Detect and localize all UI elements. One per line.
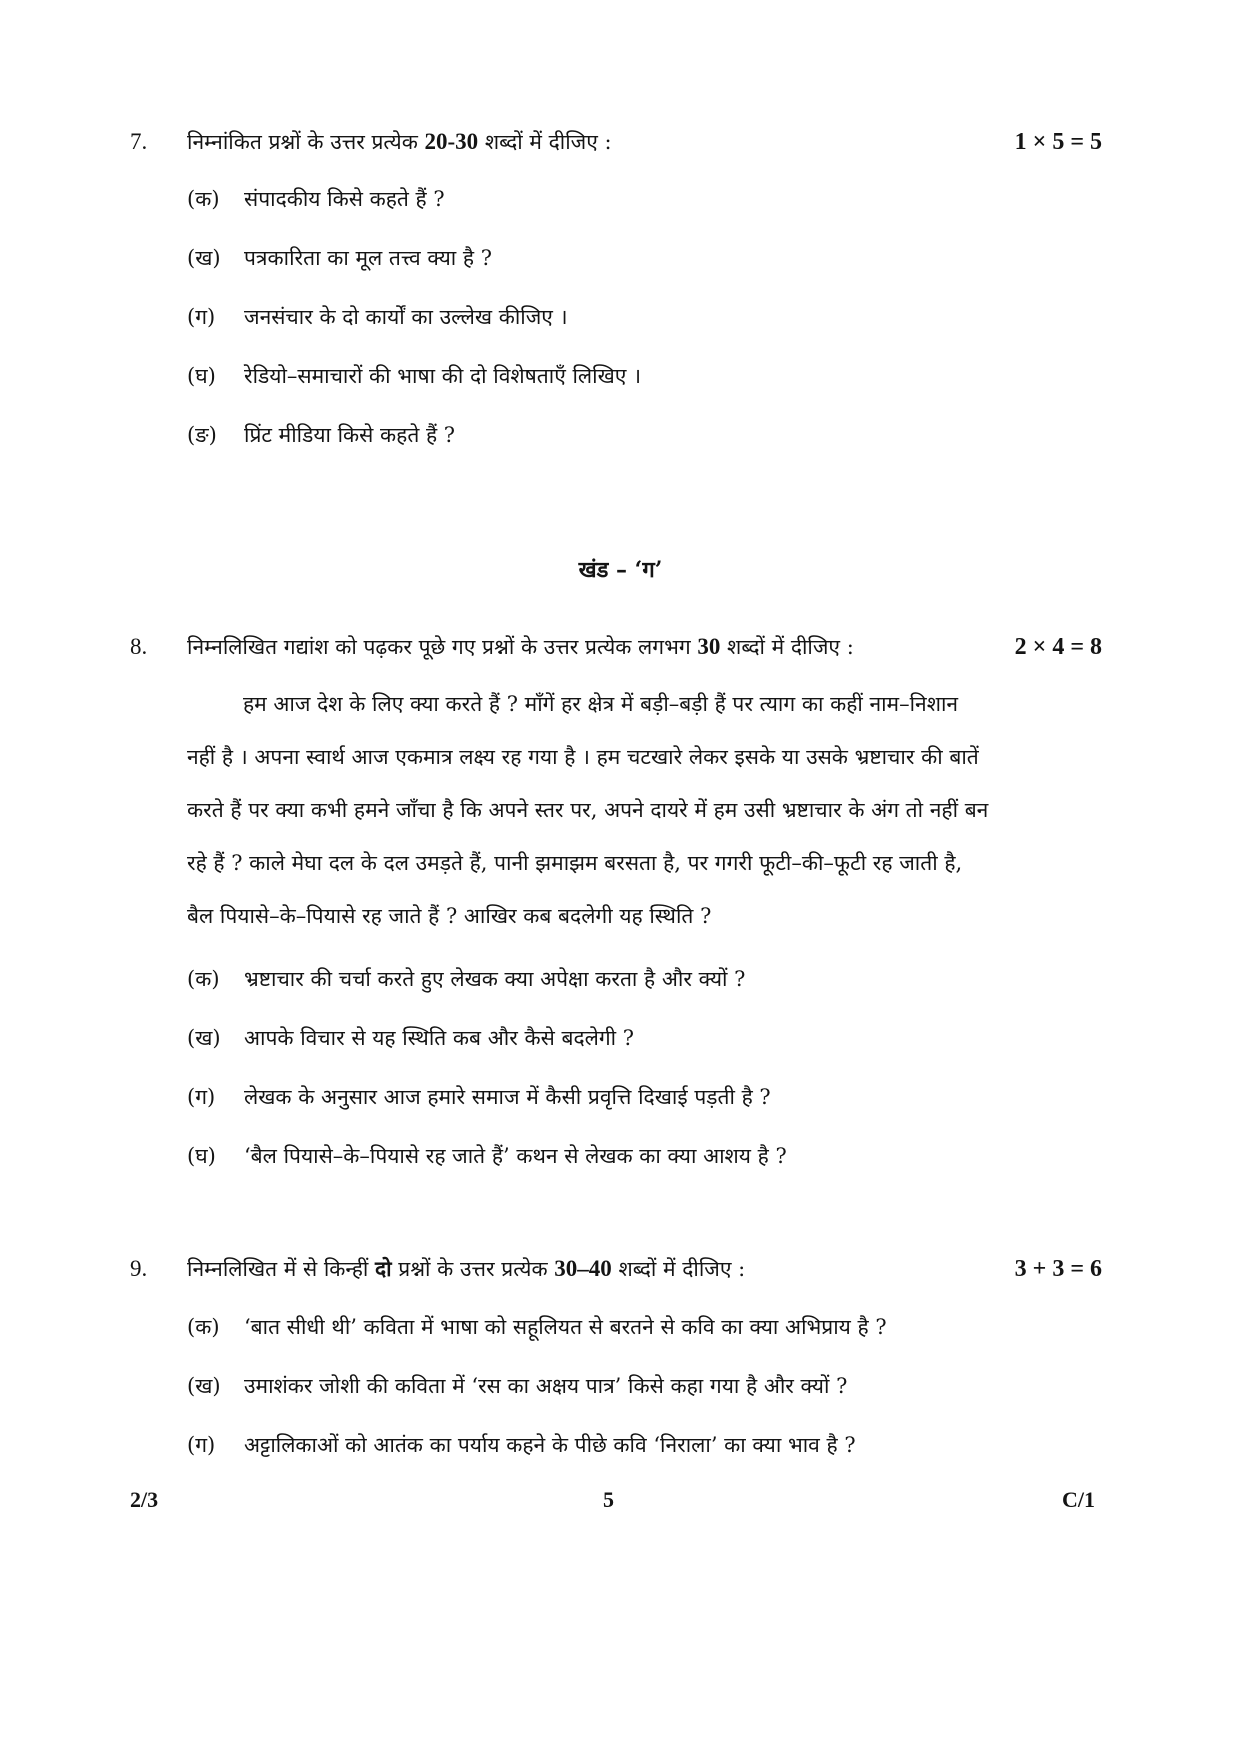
- question-7: [130, 122, 1102, 162]
- passage-line: नहीं है । अपना स्वार्थ आज एकमात्र लक्ष्य रह गया है । हम चटखारे लेकर इसके या उसके भ्रष्टाचार की बातें: [187, 745, 979, 769]
- footer-page-number: 5: [603, 1487, 614, 1512]
- question-9: [130, 1249, 1102, 1289]
- question-number: 7.: [130, 129, 148, 154]
- passage-line: रहे हैं ? काले मेघा दल के दल उमड़ते हैं, पानी झमाझम बरसता है, पर गगरी फूटी–की–फूटी रह जाती है,: [187, 851, 963, 875]
- footer-series-code: C/1: [1062, 1487, 1095, 1512]
- q8-item-ka: (क) भ्रष्टाचार की चर्चा करते हुए लेखक क्या अपेक्षा करता है और क्यों ?: [187, 967, 746, 991]
- footer-set-code: 2/3: [130, 1487, 159, 1512]
- q7-item-nga: (ङ) प्रिंट मीडिया किसे कहते हैं ?: [187, 423, 456, 447]
- section-heading: खंड – ‘ग’: [578, 557, 663, 583]
- passage-line: करते हैं पर क्या कभी हमने जाँचा है कि अपने स्तर पर, अपने दायरे में हम उसी भ्रष्टाचार के अंग तो नहीं बन: [187, 798, 989, 822]
- question-marks: 3 + 3 = 6: [1014, 1256, 1102, 1282]
- q7-item-ka: (क) संपादकीय किसे कहते हैं ?: [187, 187, 445, 211]
- q9-item-ka: (क) ‘बात सीधी थी’ कविता में भाषा को सहूलियत से बरतने से कवि का क्या अभिप्राय है ?: [187, 1315, 887, 1339]
- q7-item-ga: (ग) जनसंचार के दो कार्यों का उल्लेख कीजिए ।: [187, 305, 568, 329]
- question-number: 9.: [130, 1256, 148, 1281]
- question-marks: 1 × 5 = 5: [1014, 129, 1102, 155]
- passage-line: हम आज देश के लिए क्या करते हैं ? माँगें हर क्षेत्र में बड़ी–बड़ी हैं पर त्याग का कहीं नाम–निशान: [243, 692, 959, 716]
- q8-item-ga: (ग) लेखक के अनुसार आज हमारे समाज में कैसी प्रवृत्ति दिखाई पड़ती है ?: [187, 1085, 771, 1109]
- q7-item-kha: (ख) पत्रकारिता का मूल तत्त्व क्या है ?: [187, 246, 492, 270]
- q9-item-ga: (ग) अट्टालिकाओं को आतंक का पर्याय कहने के पीछे कवि ‘निराला’ का क्या भाव है ?: [187, 1433, 856, 1457]
- q9-item-kha: (ख) उमाशंकर जोशी की कविता में ‘रस का अक्षय पात्र’ किसे कहा गया है और क्यों ?: [187, 1374, 848, 1398]
- question-text: निम्नलिखित गद्यांश को पढ़कर पूछे गए प्रश्नों के उत्तर प्रत्येक लगभग 30 शब्दों में दीजिए :: [187, 634, 854, 659]
- question-number: 8.: [130, 634, 148, 659]
- question-text: निम्नांकित प्रश्नों के उत्तर प्रत्येक 20-30 शब्दों में दीजिए :: [187, 129, 612, 154]
- q8-item-gha: (घ) ‘बैल पियासे–के–पियासे रह जाते हैं’ कथन से लेखक का क्या आशय है ?: [187, 1144, 787, 1168]
- q8-item-kha: (ख) आपके विचार से यह स्थिति कब और कैसे बदलेगी ?: [187, 1026, 635, 1050]
- question-marks: 2 × 4 = 8: [1014, 634, 1102, 660]
- passage-line: बैल पियासे–के–पियासे रह जाते हैं ? आखिर कब बदलेगी यह स्थिति ?: [187, 904, 712, 928]
- question-8: [130, 627, 1102, 667]
- q7-item-gha: (घ) रेडियो–समाचारों की भाषा की दो विशेषताएँ लिखिए ।: [187, 364, 642, 388]
- question-text: निम्नलिखित में से किन्हीं दो प्रश्नों के उत्तर प्रत्येक 30–40 शब्दों में दीजिए :: [187, 1256, 746, 1281]
